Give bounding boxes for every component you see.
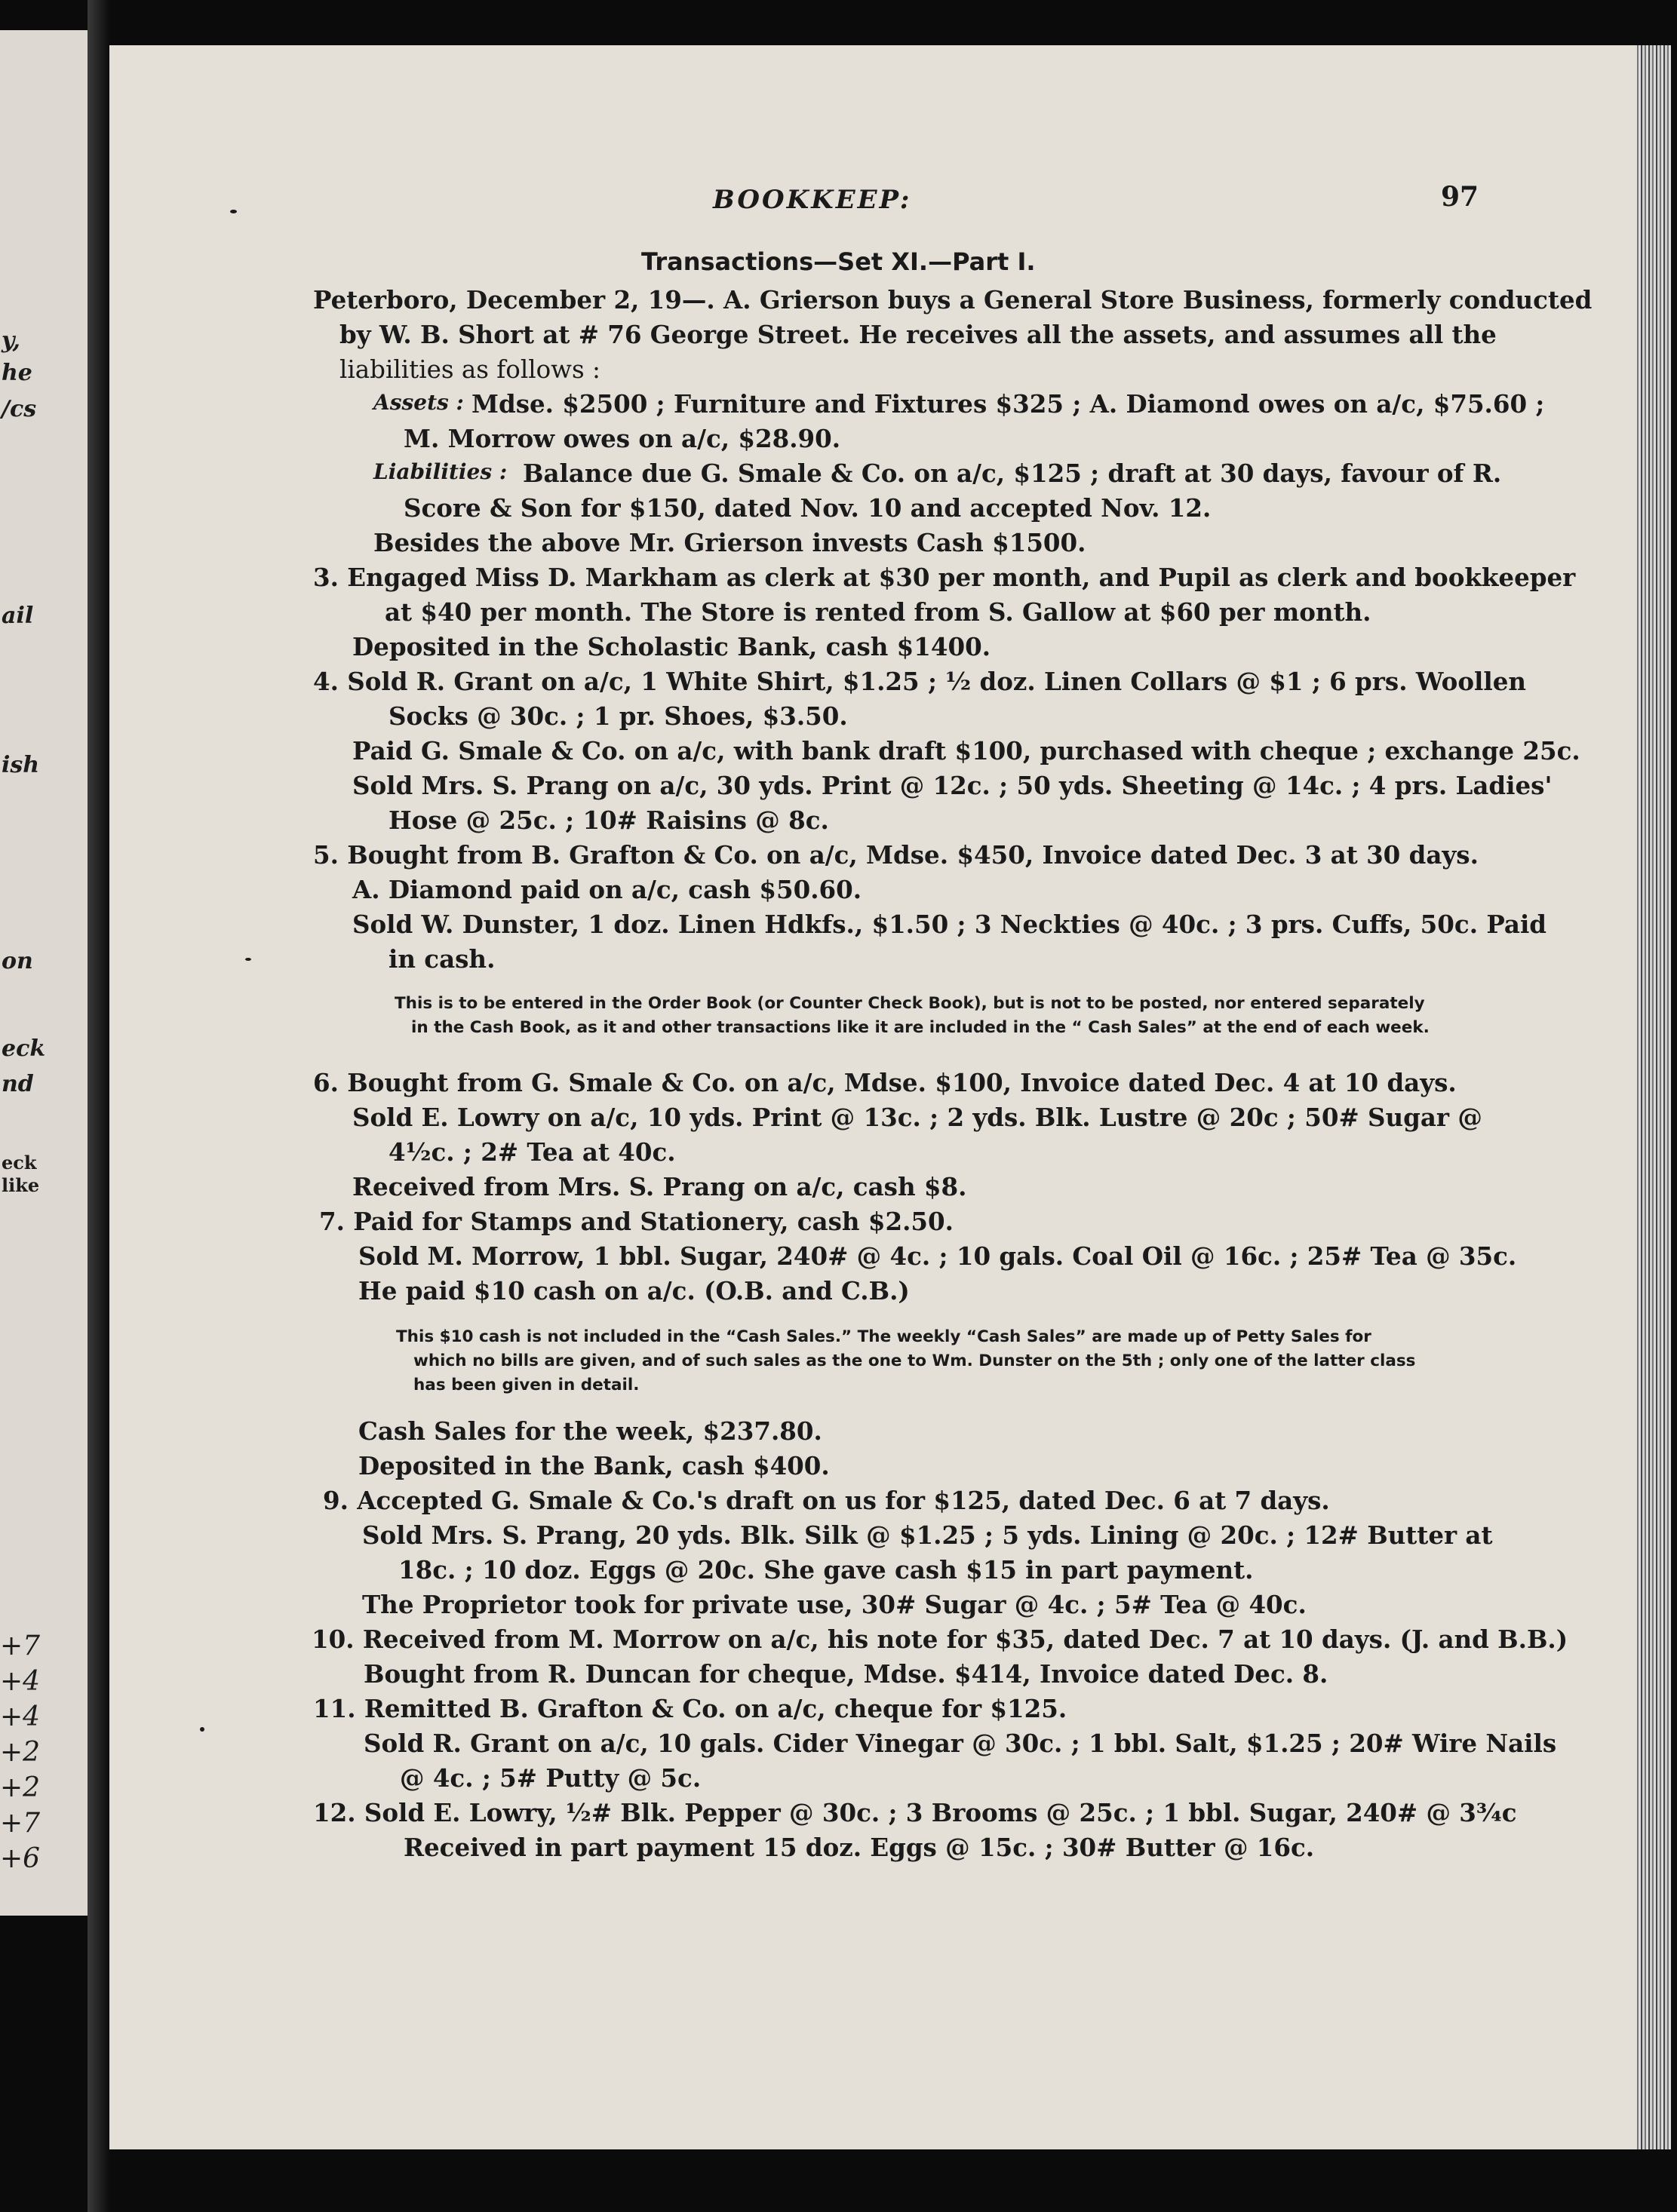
speck <box>245 958 251 961</box>
margin-fragment: eck <box>2 1152 37 1173</box>
text-line: 10. Received from M. Morrow on a/c, his note for $35, dated Dec. 7 at 10 days. (J. and B.B.) <box>312 1624 1568 1654</box>
text-line: Bought from R. Duncan for cheque, Mdse. $414, Invoice dated Dec. 8. <box>364 1659 1328 1689</box>
text-line: Mdse. $2500 ; Furniture and Fixtures $325 ; A. Diamond owes on a/c, $75.60 ; <box>471 389 1545 419</box>
text-line: 11. Remitted B. Grafton & Co. on a/c, cheque for $125. <box>313 1694 1067 1723</box>
text-line: by W. B. Short at # 76 George Street. He receives all the assets, and assumes all the <box>339 320 1497 349</box>
page-number: 97 <box>1441 181 1479 213</box>
section-title: Transactions—Set XI.—Part I. <box>641 247 1036 276</box>
footnote-line: in the Cash Book, as it and other transactions like it are included in the “ Cash Sales” at the end of each week. <box>411 1018 1430 1037</box>
margin-fragment: like <box>2 1174 40 1196</box>
footnote-line: This $10 cash is not included in the “Cash Sales.” The weekly “Cash Sales” are made up of Petty Sales for <box>396 1327 1371 1346</box>
text-line: A. Diamond paid on a/c, cash $50.60. <box>352 875 862 904</box>
footnote-line: This is to be entered in the Order Book (or Counter Check Book), but is not to be posted, nor entered separately <box>395 994 1425 1013</box>
text-line: Socks @ 30c. ; 1 pr. Shoes, $3.50. <box>389 701 848 731</box>
text-line: Hose @ 25c. ; 10# Raisins @ 8c. <box>389 805 829 835</box>
text-line: 3. Engaged Miss D. Markham as clerk at $30 per month, and Pupil as clerk and bookkeeper <box>313 563 1576 592</box>
margin-fragment: on <box>2 948 33 974</box>
speck <box>200 1727 204 1732</box>
liabilities-label: Liabilities : <box>373 459 508 484</box>
text-line: 5. Bought from B. Grafton & Co. on a/c, Mdse. $450, Invoice dated Dec. 3 at 30 days. <box>313 840 1479 870</box>
margin-fragment: eck <box>2 1035 46 1062</box>
text-line: liabilities as follows : <box>339 355 600 384</box>
margin-math: +2 <box>0 1772 41 1803</box>
text-line: Received in part payment 15 doz. Eggs @ 15c. ; 30# Butter @ 16c. <box>404 1833 1315 1862</box>
margin-math: +7 <box>0 1631 41 1661</box>
text-line: 6. Bought from G. Smale & Co. on a/c, Mdse. $100, Invoice dated Dec. 4 at 10 days. <box>313 1068 1457 1097</box>
text-line: Balance due G. Smale & Co. on a/c, $125 ; draft at 30 days, favour of R. <box>523 459 1502 488</box>
text-line: Sold R. Grant on a/c, 10 gals. Cider Vinegar @ 30c. ; 1 bbl. Salt, $1.25 ; 20# Wire Nails <box>364 1729 1557 1758</box>
margin-math: +4 <box>0 1666 41 1697</box>
text-line: Deposited in the Bank, cash $400. <box>358 1451 830 1480</box>
margin-fragment: /cs <box>2 396 37 422</box>
page-edge <box>1637 45 1671 2149</box>
text-line: M. Morrow owes on a/c, $28.90. <box>404 424 841 453</box>
book-page <box>109 45 1641 2149</box>
margin-fragment: he <box>2 360 32 386</box>
text-line: 18c. ; 10 doz. Eggs @ 20c. She gave cash $15 in part payment. <box>398 1555 1254 1585</box>
text-line: Peterboro, December 2, 19—. A. Grierson buys a General Store Business, formerly conducted <box>313 285 1593 314</box>
text-line: 12. Sold E. Lowry, ½# Blk. Pepper @ 30c. ; 3 Brooms @ 25c. ; 1 bbl. Sugar, 240# @ 3¾c <box>313 1798 1517 1827</box>
text-line: Cash Sales for the week, $237.80. <box>358 1416 822 1446</box>
text-line: Score & Son for $150, dated Nov. 10 and accepted Nov. 12. <box>404 493 1212 523</box>
running-title: BOOKKEEP: <box>713 185 912 215</box>
text-line: Sold Mrs. S. Prang, 20 yds. Blk. Silk @ $1.25 ; 5 yds. Lining @ 20c. ; 12# Butter at <box>362 1520 1493 1550</box>
margin-fragment: y, <box>2 327 21 354</box>
text-line: in cash. <box>389 944 496 974</box>
text-line: Sold E. Lowry on a/c, 10 yds. Print @ 13c. ; 2 yds. Blk. Lustre @ 20c ; 50# Sugar @ <box>352 1103 1482 1132</box>
book-gutter <box>88 0 110 2212</box>
text-line: at $40 per month. The Store is rented from S. Gallow at $60 per month. <box>385 597 1371 627</box>
text-line: 9. Accepted G. Smale & Co.'s draft on us for $125, dated Dec. 6 at 7 days. <box>323 1486 1330 1515</box>
footnote-line: which no bills are given, and of such sales as the one to Wm. Dunster on the 5th ; only one of the latter class <box>413 1351 1416 1370</box>
text-line: 4. Sold R. Grant on a/c, 1 White Shirt, $1.25 ; ½ doz. Linen Collars @ $1 ; 6 prs. Woollen <box>313 667 1527 696</box>
text-line: Paid G. Smale & Co. on a/c, with bank draft $100, purchased with cheque ; exchange 25c. <box>352 736 1580 765</box>
assets-label: Assets : <box>373 390 464 415</box>
text-line: Deposited in the Scholastic Bank, cash $1400. <box>352 632 991 661</box>
text-line: Sold W. Dunster, 1 doz. Linen Hdkfs., $1.50 ; 3 Neckties @ 40c. ; 3 prs. Cuffs, 50c. Paid <box>352 910 1547 939</box>
text-line: Sold Mrs. S. Prang on a/c, 30 yds. Print @ 12c. ; 50 yds. Sheeting @ 14c. ; 4 prs. Ladies' <box>352 771 1553 800</box>
footnote-line: has been given in detail. <box>413 1376 640 1394</box>
text-line: He paid $10 cash on a/c. (O.B. and C.B.) <box>358 1276 910 1305</box>
margin-fragment: ail <box>2 603 34 629</box>
margin-math: +2 <box>0 1737 41 1768</box>
facing-page <box>0 30 89 1916</box>
text-line: @ 4c. ; 5# Putty @ 5c. <box>400 1763 702 1793</box>
text-line: Sold M. Morrow, 1 bbl. Sugar, 240# @ 4c. ; 10 gals. Coal Oil @ 16c. ; 25# Tea @ 35c. <box>358 1241 1517 1271</box>
text-line: The Proprietor took for private use, 30# Sugar @ 4c. ; 5# Tea @ 40c. <box>362 1590 1307 1619</box>
text-line: Received from Mrs. S. Prang on a/c, cash $8. <box>352 1172 967 1201</box>
text-line: 7. Paid for Stamps and Stationery, cash $2.50. <box>319 1207 954 1236</box>
speck <box>230 210 237 213</box>
margin-math: +4 <box>0 1701 41 1732</box>
text-line: 4½c. ; 2# Tea at 40c. <box>389 1137 676 1167</box>
margin-math: +7 <box>0 1808 41 1839</box>
margin-fragment: ish <box>2 752 40 778</box>
text-line: Besides the above Mr. Grierson invests Cash $1500. <box>373 528 1086 557</box>
margin-fragment: nd <box>2 1071 34 1097</box>
margin-math: +6 <box>0 1843 41 1874</box>
